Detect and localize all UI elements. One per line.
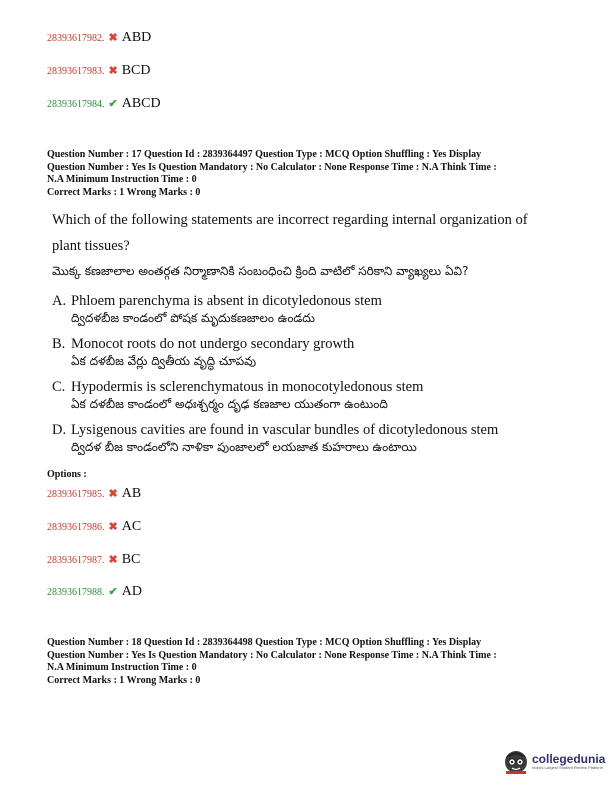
logo-tagline: India's Largest Student Review Platform xyxy=(532,764,604,770)
meta-line: N.A Minimum Instruction Time : 0 xyxy=(47,174,197,185)
statement-c xyxy=(52,379,423,414)
option-id: 28393617986. xyxy=(47,522,105,533)
cross-icon: ✖ xyxy=(108,554,118,566)
question-text-telugu: మొక్క కణజాలాల అంతర్గత నిర్మాణానికి సంబంధించి క్రింది వాటిలో సరికాని వ్యాఖ్యలు ఏవి? xyxy=(52,264,469,278)
statement-text-telugu: ఏక దళబీజ వేర్లు ద్వితీయ వృద్ధి చూపవు xyxy=(71,354,257,368)
statement-letter: A. xyxy=(52,293,67,309)
option-text: ABD xyxy=(121,30,152,45)
question-meta xyxy=(47,149,567,199)
meta-line: Question Number : 17 Question Id : 2839364497 Question Type : MCQ Option Shuffling : Yes Display xyxy=(47,149,482,160)
meta-line: Question Number : Yes Is Question Mandatory : No Calculator : None Response Time : N.A Think Time : xyxy=(47,649,497,661)
meta-line: Question Number : Yes Is Question Mandatory : No Calculator : None Response Time : N.A Think Time : xyxy=(47,161,497,173)
option-text: AB xyxy=(121,486,142,501)
meta-line: N.A Minimum Instruction Time : 0 xyxy=(47,662,197,673)
statement-text-telugu: ద్విదళబీజ కాండంలో పోషక మృదుకణజాలం ఉండదు xyxy=(71,311,315,325)
cross-icon: ✖ xyxy=(108,65,118,77)
option-id: 28393617987. xyxy=(47,555,105,566)
statement-text: Phloem parenchyma is absent in dicotyledonous stem xyxy=(71,293,382,309)
cross-icon: ✖ xyxy=(108,488,118,500)
statement-text: Monocot roots do not undergo secondary growth xyxy=(71,336,355,352)
option-id: 28393617983. xyxy=(47,66,105,77)
question-text: Which of the following statements are incorrect regarding internal organization of xyxy=(52,212,528,228)
statement-text: Lysigenous cavities are found in vascular bundles of dicotyledonous stem xyxy=(71,422,499,438)
option-row xyxy=(47,584,142,600)
meta-line: Question Number : 18 Question Id : 2839364498 Question Type : MCQ Option Shuffling : Yes Display xyxy=(47,637,482,648)
option-text: ABCD xyxy=(121,96,161,111)
options-heading: Options : xyxy=(47,469,87,480)
question-text: plant tissues? xyxy=(52,238,130,254)
cross-icon: ✖ xyxy=(108,521,118,533)
option-text: AC xyxy=(121,519,142,534)
option-text: BCD xyxy=(121,63,151,78)
option-id: 28393617985. xyxy=(47,489,105,500)
option-row xyxy=(47,552,140,568)
statement-text-telugu: ఏక దళబీజ కాండంలో అధఃశ్చర్మం దృఢ కణజాల యుతంగా ఉంటుంది xyxy=(71,397,388,411)
statement-d xyxy=(52,422,498,457)
statement-letter: D. xyxy=(52,422,67,438)
option-row xyxy=(47,519,141,535)
option-id: 28393617984. xyxy=(47,99,105,110)
option-id: 28393617988. xyxy=(47,587,105,598)
cross-icon: ✖ xyxy=(108,32,118,44)
option-text: AD xyxy=(121,584,142,599)
collegedunia-logo xyxy=(503,748,605,774)
check-icon: ✔ xyxy=(108,586,118,598)
marks-line: Correct Marks : 1 Wrong Marks : 0 xyxy=(47,186,201,198)
statement-a xyxy=(52,293,382,328)
marks-line: Correct Marks : 1 Wrong Marks : 0 xyxy=(47,674,201,686)
logo-name: collegedunia xyxy=(532,751,606,766)
option-row xyxy=(47,63,151,79)
option-text: BC xyxy=(121,552,141,567)
option-row xyxy=(47,486,141,502)
mascot-icon xyxy=(503,748,529,774)
statement-letter: B. xyxy=(52,336,66,352)
option-row xyxy=(47,30,151,46)
statement-text: Hypodermis is sclerenchymatous in monocotyledonous stem xyxy=(71,379,424,395)
option-id: 28393617982. xyxy=(47,33,105,44)
question-meta xyxy=(47,637,567,687)
statement-letter: C. xyxy=(52,379,66,395)
option-row xyxy=(47,96,161,112)
check-icon: ✔ xyxy=(108,98,118,110)
statement-text-telugu: ద్విదళ బీజ కాండంలోని నాళికా పుంజాలలో లయజాత కుహరాలు ఉంటాయి xyxy=(71,440,417,454)
statement-b xyxy=(52,336,354,371)
